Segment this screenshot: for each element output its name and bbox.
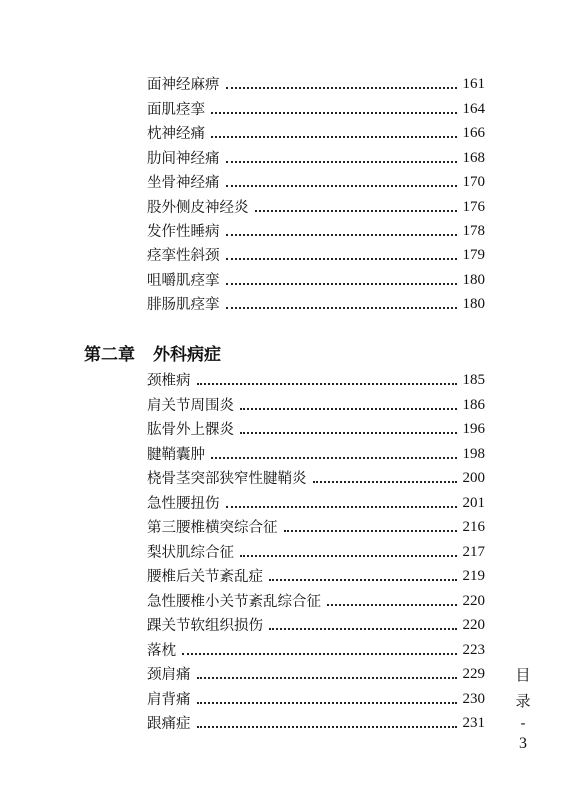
toc-entry-title: 桡骨茎突部狭窄性腱鞘炎 (147, 470, 307, 487)
dot-leader (226, 506, 457, 508)
toc-entry-title: 面神经麻痹 (147, 76, 220, 93)
toc-entry-page: 220 (462, 617, 485, 633)
toc-entry-page: 161 (462, 76, 485, 92)
dot-leader (284, 530, 457, 532)
toc-entry-page: 166 (462, 125, 485, 141)
toc-entry-title: 发作性睡病 (147, 223, 220, 240)
dot-leader (197, 702, 457, 704)
toc-entry[interactable] (147, 585, 485, 609)
toc-entry-title: 落枕 (147, 642, 176, 659)
toc-entry[interactable] (147, 438, 485, 462)
dot-leader (226, 307, 457, 309)
dot-leader (240, 432, 457, 434)
dot-leader (197, 677, 457, 679)
side-label-char-2: 录 (515, 692, 531, 710)
toc-entry-page: 198 (462, 446, 485, 462)
chapter-number: 第二章 (84, 345, 135, 365)
chapter-heading[interactable] (84, 341, 221, 365)
toc-entry[interactable] (147, 511, 485, 535)
toc-entry-page: 176 (462, 199, 485, 215)
toc-entry-title: 腓肠肌痉挛 (147, 296, 220, 313)
dot-leader (255, 210, 457, 212)
toc-entry[interactable] (147, 288, 485, 312)
toc-entry-page: 231 (462, 715, 485, 731)
dot-leader (327, 604, 457, 606)
toc-entry-page: 229 (462, 666, 485, 682)
toc-entry-title: 面肌痉挛 (147, 101, 205, 118)
toc-entry-title: 颈椎病 (147, 372, 191, 389)
toc-entry-page: 179 (462, 247, 485, 263)
dot-leader (226, 258, 457, 260)
toc-entry-title: 急性腰椎小关节紊乱综合征 (147, 593, 321, 610)
toc-entry[interactable] (147, 142, 485, 166)
toc-entry[interactable] (147, 413, 485, 437)
dot-leader (269, 579, 457, 581)
toc-entry-title: 颈肩痛 (147, 666, 191, 683)
toc-entry-page: 185 (462, 372, 485, 388)
toc-entry[interactable] (147, 462, 485, 486)
dot-leader (226, 87, 457, 89)
chapter-title: 外科病症 (153, 345, 221, 365)
toc-entry-page: 217 (462, 544, 485, 560)
dot-leader (211, 457, 457, 459)
toc-entry-page: 178 (462, 223, 485, 239)
toc-entry-page: 164 (462, 101, 485, 117)
toc-entry-page: 200 (462, 470, 485, 486)
toc-entry-title: 肱骨外上髁炎 (147, 421, 234, 438)
dot-leader (226, 234, 457, 236)
toc-entry-title: 股外侧皮神经炎 (147, 199, 249, 216)
side-label-char-1: 目 (515, 666, 531, 684)
toc-entry[interactable] (147, 215, 485, 239)
toc-entry[interactable] (147, 117, 485, 141)
toc-entry-page: 216 (462, 519, 485, 535)
toc-entry-title: 踝关节软组织损伤 (147, 617, 263, 634)
toc-entry-title: 枕神经痛 (147, 125, 205, 142)
toc-entry-page: 223 (462, 642, 485, 658)
dot-leader (240, 408, 457, 410)
toc-entry-title: 肋间神经痛 (147, 150, 220, 167)
toc-entry-title: 跟痛症 (147, 715, 191, 732)
toc-entry[interactable] (147, 191, 485, 215)
dot-leader (182, 653, 457, 655)
toc-entry[interactable] (147, 707, 485, 731)
toc-entry[interactable] (147, 536, 485, 560)
toc-entry-title: 肩背痛 (147, 691, 191, 708)
toc-entry[interactable] (147, 683, 485, 707)
dot-leader (211, 112, 457, 114)
toc-entry-title: 咀嚼肌痉挛 (147, 272, 220, 289)
toc-entry-title: 腱鞘囊肿 (147, 446, 205, 463)
toc-entry-page: 196 (462, 421, 485, 437)
toc-entry[interactable] (147, 166, 485, 190)
toc-entry[interactable] (147, 634, 485, 658)
toc-entry-title: 坐骨神经痛 (147, 174, 220, 191)
toc-entry-page: 186 (462, 397, 485, 413)
toc-entry-page: 180 (462, 296, 485, 312)
toc-entry[interactable] (147, 93, 485, 117)
toc-entry-page: 219 (462, 568, 485, 584)
toc-entry[interactable] (147, 560, 485, 584)
dot-leader (226, 185, 457, 187)
toc-entry[interactable] (147, 658, 485, 682)
toc-entry[interactable] (147, 487, 485, 511)
toc-entry-title: 梨状肌综合征 (147, 544, 234, 561)
dot-leader (313, 481, 457, 483)
toc-entry-page: 180 (462, 272, 485, 288)
side-label-dash: - (520, 714, 526, 732)
dot-leader (197, 383, 457, 385)
toc-entry[interactable] (147, 68, 485, 92)
dot-leader (197, 726, 457, 728)
dot-leader (226, 161, 457, 163)
dot-leader (240, 555, 457, 557)
toc-entry-page: 220 (462, 593, 485, 609)
toc-entry[interactable] (147, 239, 485, 263)
toc-entry-page: 170 (462, 174, 485, 190)
toc-entry-title: 肩关节周围炎 (147, 397, 234, 414)
toc-entry-title: 痉挛性斜颈 (147, 247, 220, 264)
toc-entry-page: 230 (462, 691, 485, 707)
dot-leader (211, 136, 457, 138)
toc-entry[interactable] (147, 609, 485, 633)
toc-entry-page: 201 (462, 495, 485, 511)
toc-entry-page: 168 (462, 150, 485, 166)
toc-entry[interactable] (147, 264, 485, 288)
toc-entry[interactable] (147, 364, 485, 388)
page-number: 3 (519, 735, 527, 752)
dot-leader (269, 628, 457, 630)
toc-entry[interactable] (147, 389, 485, 413)
toc-entry-title: 急性腰扭伤 (147, 495, 220, 512)
toc-entry-title: 腰椎后关节紊乱症 (147, 568, 263, 585)
toc-entry-title: 第三腰椎横突综合征 (147, 519, 278, 536)
dot-leader (226, 283, 457, 285)
